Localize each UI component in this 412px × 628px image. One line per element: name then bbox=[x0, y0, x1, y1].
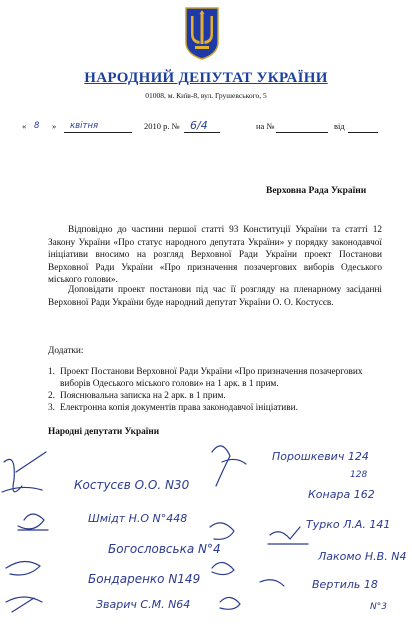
reply-number-label: на № bbox=[256, 121, 275, 131]
signature-entry: Зварич С.М. N64 bbox=[96, 598, 191, 611]
signature-entry: Турко Л.А. 141 bbox=[306, 518, 391, 531]
signature-entry: Богословська N°4 bbox=[108, 542, 221, 556]
signature-entry: N°3 bbox=[370, 602, 387, 612]
signature-entry: 128 bbox=[350, 470, 368, 480]
date-month: квітня bbox=[70, 121, 99, 131]
signature-entry: Лакомо Н.В. N4 bbox=[318, 550, 407, 563]
signature-entry: Бондаренко N149 bbox=[88, 572, 201, 586]
letterhead-address: 01008, м. Київ-8, вул. Грушевського, 5 bbox=[145, 91, 267, 100]
date-year-label: 2010 р. № bbox=[144, 121, 180, 131]
signature-entry: Вертиль 18 bbox=[312, 578, 378, 591]
reply-from-label: від bbox=[334, 121, 345, 131]
date-day: 8 bbox=[34, 121, 40, 131]
signature-entry: Шмідт Н.О N°448 bbox=[88, 512, 188, 525]
date-open-quote: « bbox=[22, 121, 27, 131]
deputies-label: Народні депутати України bbox=[48, 427, 160, 437]
outgoing-number: 6/4 bbox=[190, 119, 208, 132]
trident-emblem-icon bbox=[184, 6, 220, 60]
signature-entry: Конара 162 bbox=[308, 488, 375, 501]
body-paragraph-2: Доповідати проект постанови під час її розгляду на пленарному засіданні Верховної Ради України буде народний депутат України О. О. Костусєв. bbox=[48, 285, 382, 308]
attachments-list bbox=[48, 366, 382, 414]
signatures-block bbox=[0, 432, 412, 628]
dateline bbox=[22, 121, 392, 135]
attachments-title: Додатки: bbox=[48, 346, 84, 356]
body-paragraph-1: Відповідно до частини першої статті 93 Конституції України та статті 12 Закону України «Про статус народного депутата України» у порядку законодавчої ініціативи вносимо на розгляд Верховної Ради України проект Постанови Верховної Ради України «Про призначення позачергових виборів Одеського міського голови». bbox=[48, 225, 382, 286]
attachment-item: 1. Проект Постанови Верховної Ради України «Про призначення позачергових виборів Одеського міського голови» на 1 арк. в 1 прим. bbox=[48, 367, 363, 389]
date-close-quote: » bbox=[52, 121, 57, 131]
signature-entry: Костусєв О.О. N30 bbox=[74, 478, 190, 492]
attachment-item: 2. Пояснювальна записка на 2 арк. в 1 прим. bbox=[48, 391, 226, 401]
attachment-item: 3. Електронна копія документів права законодавчої ініціативи. bbox=[48, 403, 298, 413]
letterhead-title: НАРОДНИЙ ДЕПУТАТ УКРАЇНИ bbox=[84, 70, 328, 86]
recipient: Верховна Рада України bbox=[266, 186, 367, 196]
signature-entry: Порошкевич 124 bbox=[272, 450, 369, 463]
